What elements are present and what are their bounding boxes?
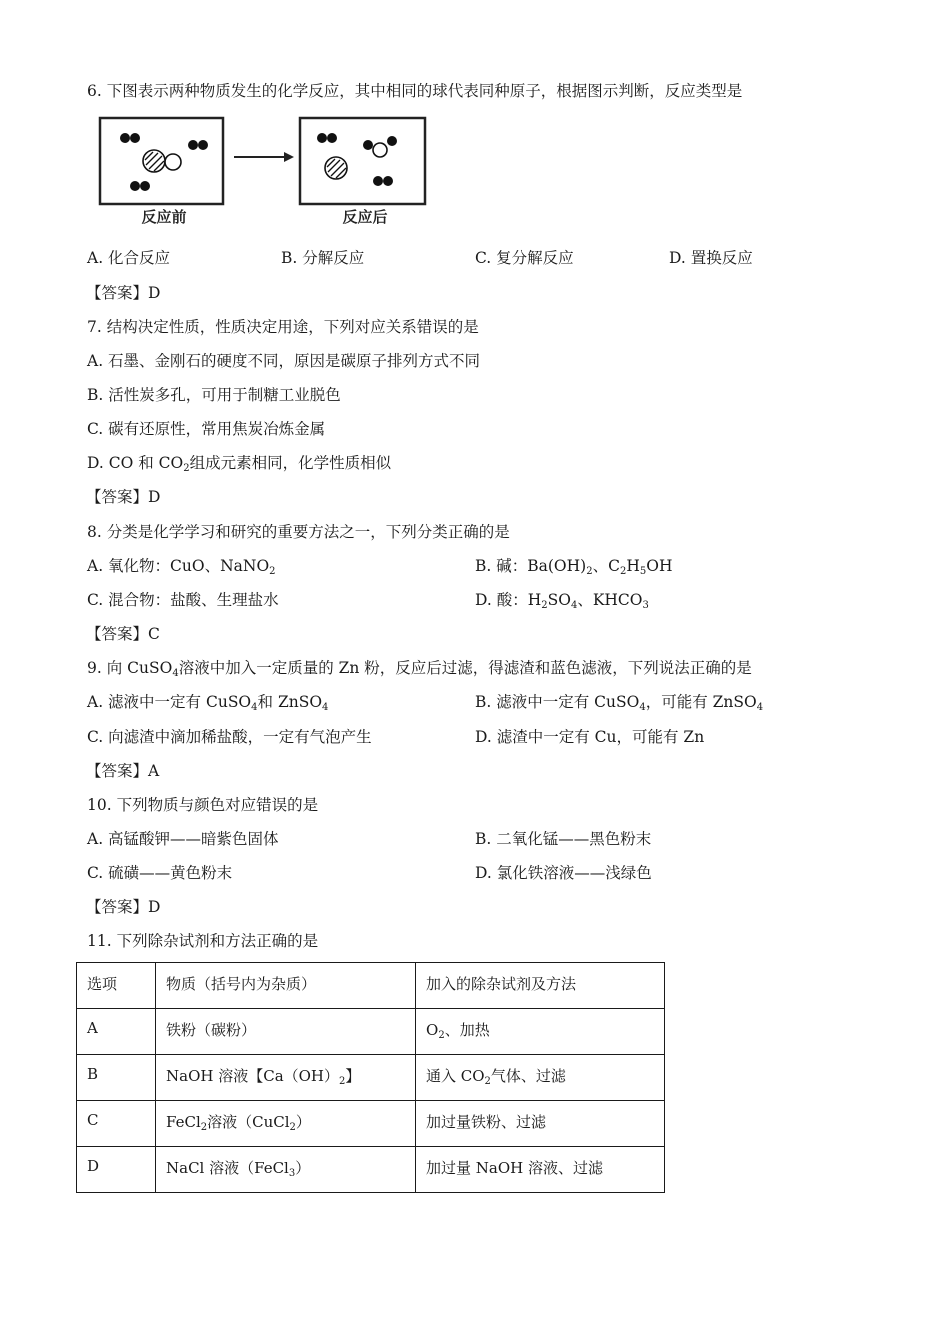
table-row: [77, 1055, 665, 1101]
answer-value: A: [148, 762, 160, 780]
table-cell-option: B: [77, 1055, 156, 1101]
after-label: 反应后: [342, 208, 388, 226]
q6-stem: 6. 下图表示两种物质发生的化学反应，其中相同的球代表同种原子，根据图示判断，反应类型是: [87, 82, 743, 100]
q9-answer: [86, 761, 159, 781]
answer-value: D: [148, 284, 161, 302]
q9-option-c: C. 向滤渣中滴加稀盐酸，一定有气泡产生: [87, 728, 372, 746]
answer-tag: 【答案】: [86, 488, 149, 506]
q6-answer: [86, 283, 160, 303]
table-header-row: [77, 963, 665, 1009]
table-cell-option: C: [77, 1101, 156, 1147]
q6-option-a: A. 化合反应: [87, 249, 171, 267]
arrow-icon: [284, 152, 294, 162]
after-box: [300, 118, 425, 204]
table-cell-method: 加过量铁粉、过滤: [416, 1101, 665, 1147]
q10-option-c: C. 硫磺——黄色粉末: [87, 864, 233, 882]
before-label: 反应前: [141, 208, 187, 226]
answer-value: D: [148, 898, 161, 916]
table-cell-method: 通入 $CO_2$气体、过滤: [416, 1055, 665, 1101]
q8-option-b: B. 碱：$Ba(OH)_2$、$C_2H_5OH$: [475, 557, 673, 577]
q11-stem: 11. 下列除杂试剂和方法正确的是: [87, 932, 319, 950]
q8-option-a: A. 氧化物：CuO、NaNO$_2$: [87, 557, 276, 577]
table-cell-substance: NaOH 溶液【$Ca(OH)_2$】: [156, 1055, 416, 1101]
q7-option-c: C. 碳有还原性，常用焦炭冶炼金属: [87, 420, 326, 438]
answer-tag: 【答案】: [86, 898, 149, 916]
answer-value: D: [148, 488, 161, 506]
q10-stem: 10. 下列物质与颜色对应错误的是: [87, 796, 319, 814]
q8-stem: 8. 分类是化学学习和研究的重要方法之一，下列分类正确的是: [87, 523, 510, 541]
table-cell-method: $O_2$、加热: [416, 1009, 665, 1055]
q9-option-d: D. 滤渣中一定有 Cu，可能有 Zn: [475, 728, 705, 746]
q10-answer: [86, 897, 160, 917]
q7-option-a: A. 石墨、金刚石的硬度不同，原因是碳原子排列方式不同: [87, 352, 481, 370]
q9-option-a: A. 滤液中一定有 CuSO$_4$和 ZnSO$_4$: [87, 693, 329, 713]
table-cell-method: 加过量 NaOH 溶液、过滤: [416, 1147, 665, 1193]
table-cell-substance: NaCl 溶液（FeCl$_3$）: [156, 1147, 416, 1193]
q7-answer: [86, 487, 160, 507]
answer-tag: 【答案】: [86, 625, 149, 643]
table-row: [77, 1101, 665, 1147]
q10-option-a: A. 高锰酸钾——暗紫色固体: [87, 830, 279, 848]
q8-answer: [86, 624, 160, 644]
table-row: [77, 1009, 665, 1055]
table-row: [77, 1147, 665, 1193]
before-molecules: [120, 133, 208, 191]
q7-option-b: B. 活性炭多孔，可用于制糖工业脱色: [87, 386, 341, 404]
q6-option-b: B. 分解反应: [281, 249, 365, 267]
q7-stem: 7. 结构决定性质，性质决定用途，下列对应关系错误的是: [87, 318, 479, 336]
q11-table: [76, 962, 665, 1193]
table-cell-substance: 铁粉（碳粉）: [156, 1009, 416, 1055]
q6-option-d: D. 置换反应: [669, 249, 753, 267]
q10-option-d: D. 氯化铁溶液——浅绿色: [475, 864, 652, 882]
table-cell-substance: FeCl$_2$溶液（CuCl$_2$）: [156, 1101, 416, 1147]
q6-option-c: C. 复分解反应: [475, 249, 574, 267]
q8-option-c: C. 混合物：盐酸、生理盐水: [87, 591, 279, 609]
table-header-cell: 加入的除杂试剂及方法: [416, 963, 665, 1009]
table-cell-option: A: [77, 1009, 156, 1055]
q8-option-d: D. 酸：$H_2SO_4$、$KHCO_3$: [475, 591, 649, 611]
q10-option-b: B. 二氧化锰——黑色粉末: [475, 830, 652, 848]
q7-option-d: D. CO 和 $CO_2$组成元素相同，化学性质相似: [87, 454, 392, 474]
after-molecules: [317, 133, 397, 186]
answer-value: C: [148, 625, 160, 643]
table-header-cell: 物质（括号内为杂质）: [156, 963, 416, 1009]
answer-tag: 【答案】: [86, 762, 149, 780]
answer-tag: 【答案】: [86, 284, 149, 302]
q9-option-b: B. 滤液中一定有 CuSO$_4$，可能有 ZnSO$_4$: [475, 693, 764, 713]
q9-stem: 9. 向 CuSO$_4$溶液中加入一定质量的 Zn 粉，反应后过滤，得滤渣和蓝色滤液，下列说法正确的是: [87, 659, 752, 679]
reaction-diagram: [98, 115, 428, 235]
table-cell-option: D: [77, 1147, 156, 1193]
table-header-cell: 选项: [77, 963, 156, 1009]
